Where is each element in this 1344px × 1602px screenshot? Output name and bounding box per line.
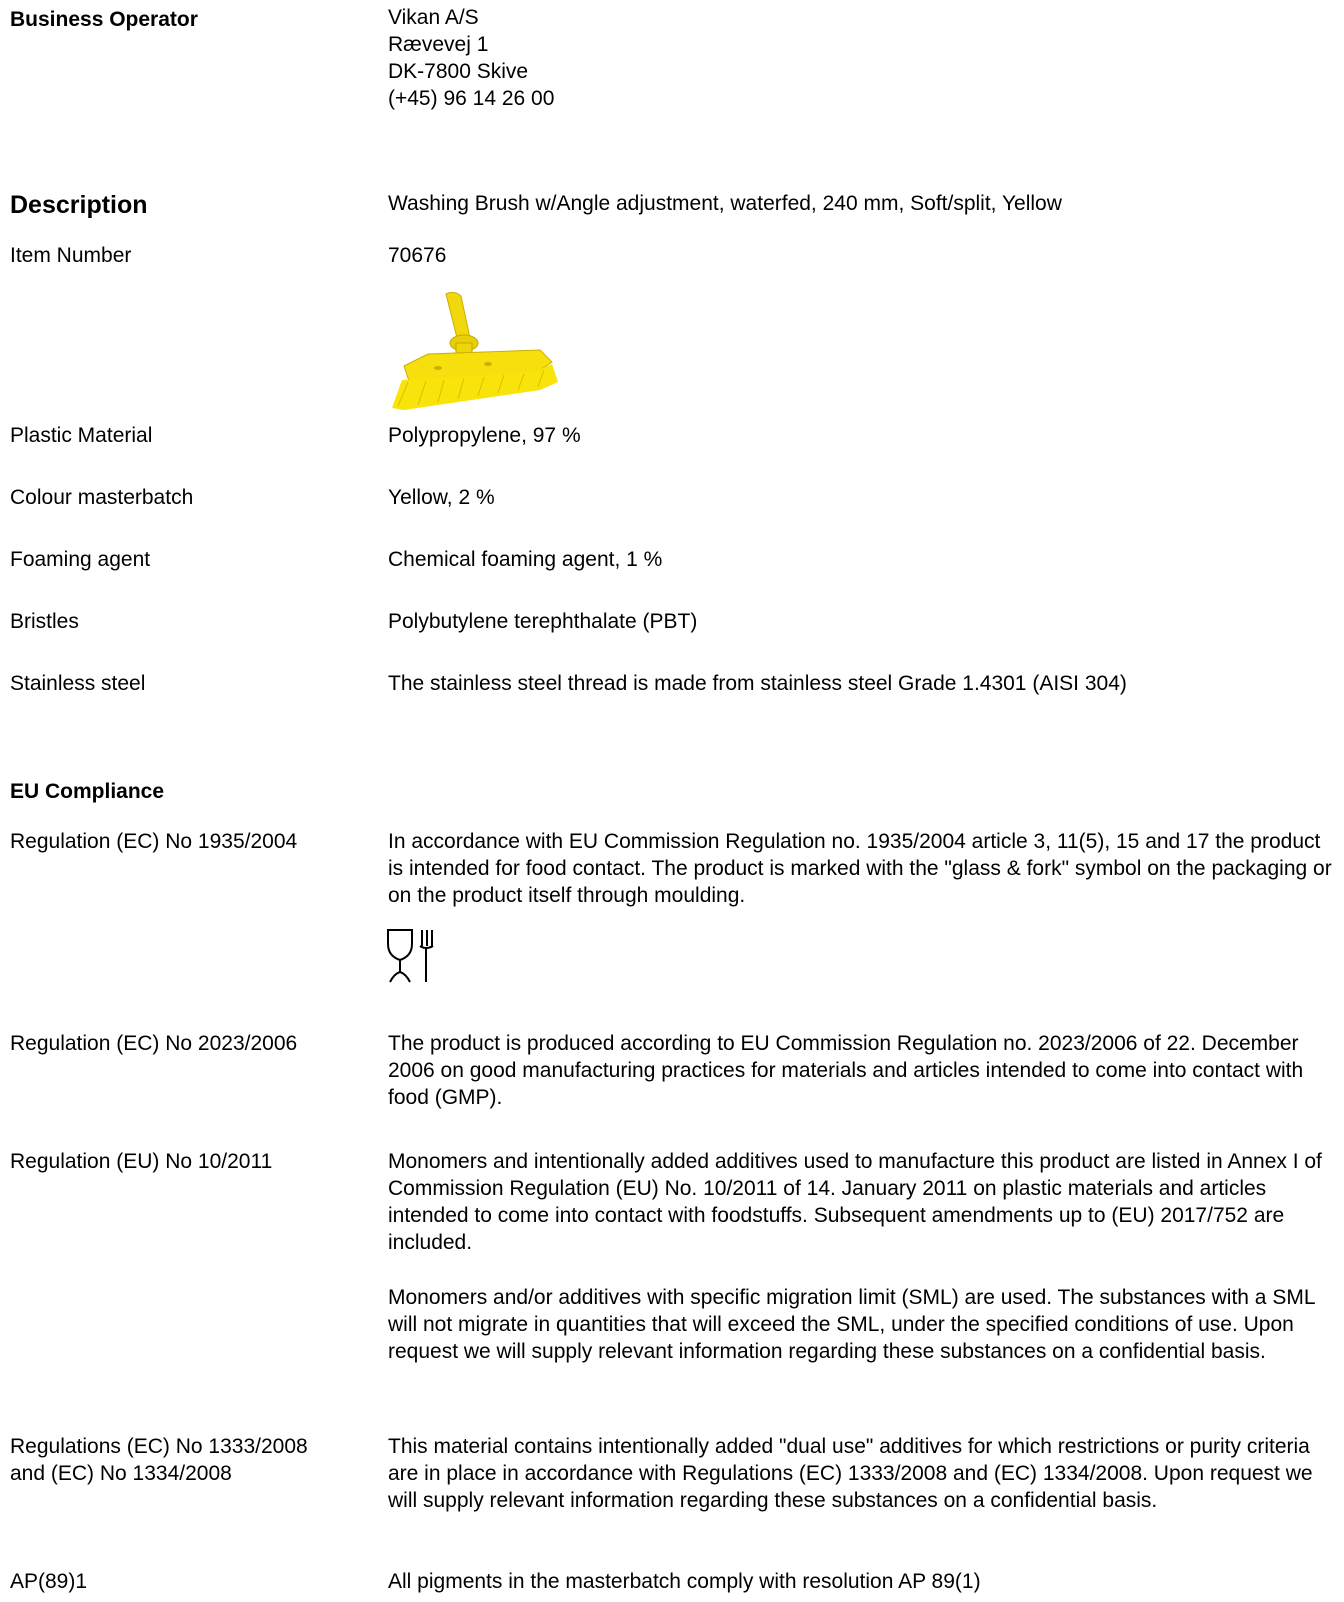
plastic-material-label: Plastic Material <box>10 424 153 447</box>
regulation-1935-label: Regulation (EC) No 1935/2004 <box>10 830 298 853</box>
eu-compliance-heading: EU Compliance <box>10 780 165 803</box>
regulations-1333-label-line: Regulations (EC) No 1333/2008 <box>10 1435 308 1458</box>
regulation-10-2011-label: Regulation (EU) No 10/2011 <box>10 1150 273 1173</box>
regulations-1333-1334-label <box>10 1433 308 1487</box>
address-company: Vikan A/S <box>388 6 479 29</box>
ap-89-1-label: AP(89)1 <box>10 1570 88 1593</box>
address-city: DK-7800 Skive <box>388 60 529 83</box>
description-heading: Description <box>10 191 148 219</box>
description-value: Washing Brush w/Angle adjustment, waterfed, 240 mm, Soft/split, Yellow <box>388 192 1062 215</box>
business-operator-label: Business Operator <box>10 8 198 31</box>
item-number-label: Item Number <box>10 244 132 267</box>
regulation-10-2011-text-sml: Monomers and/or additives with specific migration limit (SML) are used. The substances with a SML will not migrate in quantities that will exceed the SML, under the specified conditions of use. Upon request we will supply relevant information regarding these substances on a confidential basis. <box>388 1286 1315 1363</box>
bristles-label: Bristles <box>10 610 79 633</box>
regulation-1935-text: In accordance with EU Commission Regulation no. 1935/2004 article 3, 11(5), 15 and 17 the product is intended for food contact. The product is marked with the "glass & fork" symbol on the packaging or on the product itself through moulding. <box>388 830 1332 907</box>
regulation-2023-label: Regulation (EC) No 2023/2006 <box>10 1032 298 1055</box>
colour-masterbatch-value: Yellow, 2 % <box>388 486 495 509</box>
ap-89-1-text: All pigments in the masterbatch comply with resolution AP 89(1) <box>388 1570 981 1593</box>
address-phone: (+45) 96 14 26 00 <box>388 87 555 110</box>
plastic-material-value: Polypropylene, 97 % <box>388 424 581 447</box>
business-operator-address <box>388 4 1338 112</box>
item-number-value: 70676 <box>388 244 447 267</box>
stainless-steel-value: The stainless steel thread is made from stainless steel Grade 1.4301 (AISI 304) <box>388 672 1127 695</box>
stainless-steel-label: Stainless steel <box>10 672 146 695</box>
regulations-1333-1334-text: This material contains intentionally added "dual use" additives for which restrictions or purity criteria are in place in accordance with Regulations (EC) 1333/2008 and (EC) 1334/2008. Upon request we will supply relevant information regarding these substances on a confidential basis. <box>388 1435 1313 1512</box>
regulation-10-2011-text: Monomers and intentionally added additives used to manufacture this product are listed in Annex I of Commission Regulation (EU) No. 10/2011 of 14. January 2011 on plastic materials and articles intended to come into contact with foodstuffs. Subsequent amendments up to (EU) 2017/752 are included. <box>388 1150 1322 1254</box>
foaming-agent-value: Chemical foaming agent, 1 % <box>388 548 663 571</box>
address-street: Rævevej 1 <box>388 33 489 56</box>
glass-fork-icon <box>386 928 440 984</box>
regulations-1334-label-line: and (EC) No 1334/2008 <box>10 1462 232 1485</box>
foaming-agent-label: Foaming agent <box>10 548 151 571</box>
yellow-washing-brush-image <box>384 288 570 414</box>
colour-masterbatch-label: Colour masterbatch <box>10 486 194 509</box>
bristles-value: Polybutylene terephthalate (PBT) <box>388 610 698 633</box>
regulation-2023-text: The product is produced according to EU Commission Regulation no. 2023/2006 of 22. December 2006 on good manufacturing practices for materials and articles intended to come into contact with food (GMP). <box>388 1032 1304 1109</box>
